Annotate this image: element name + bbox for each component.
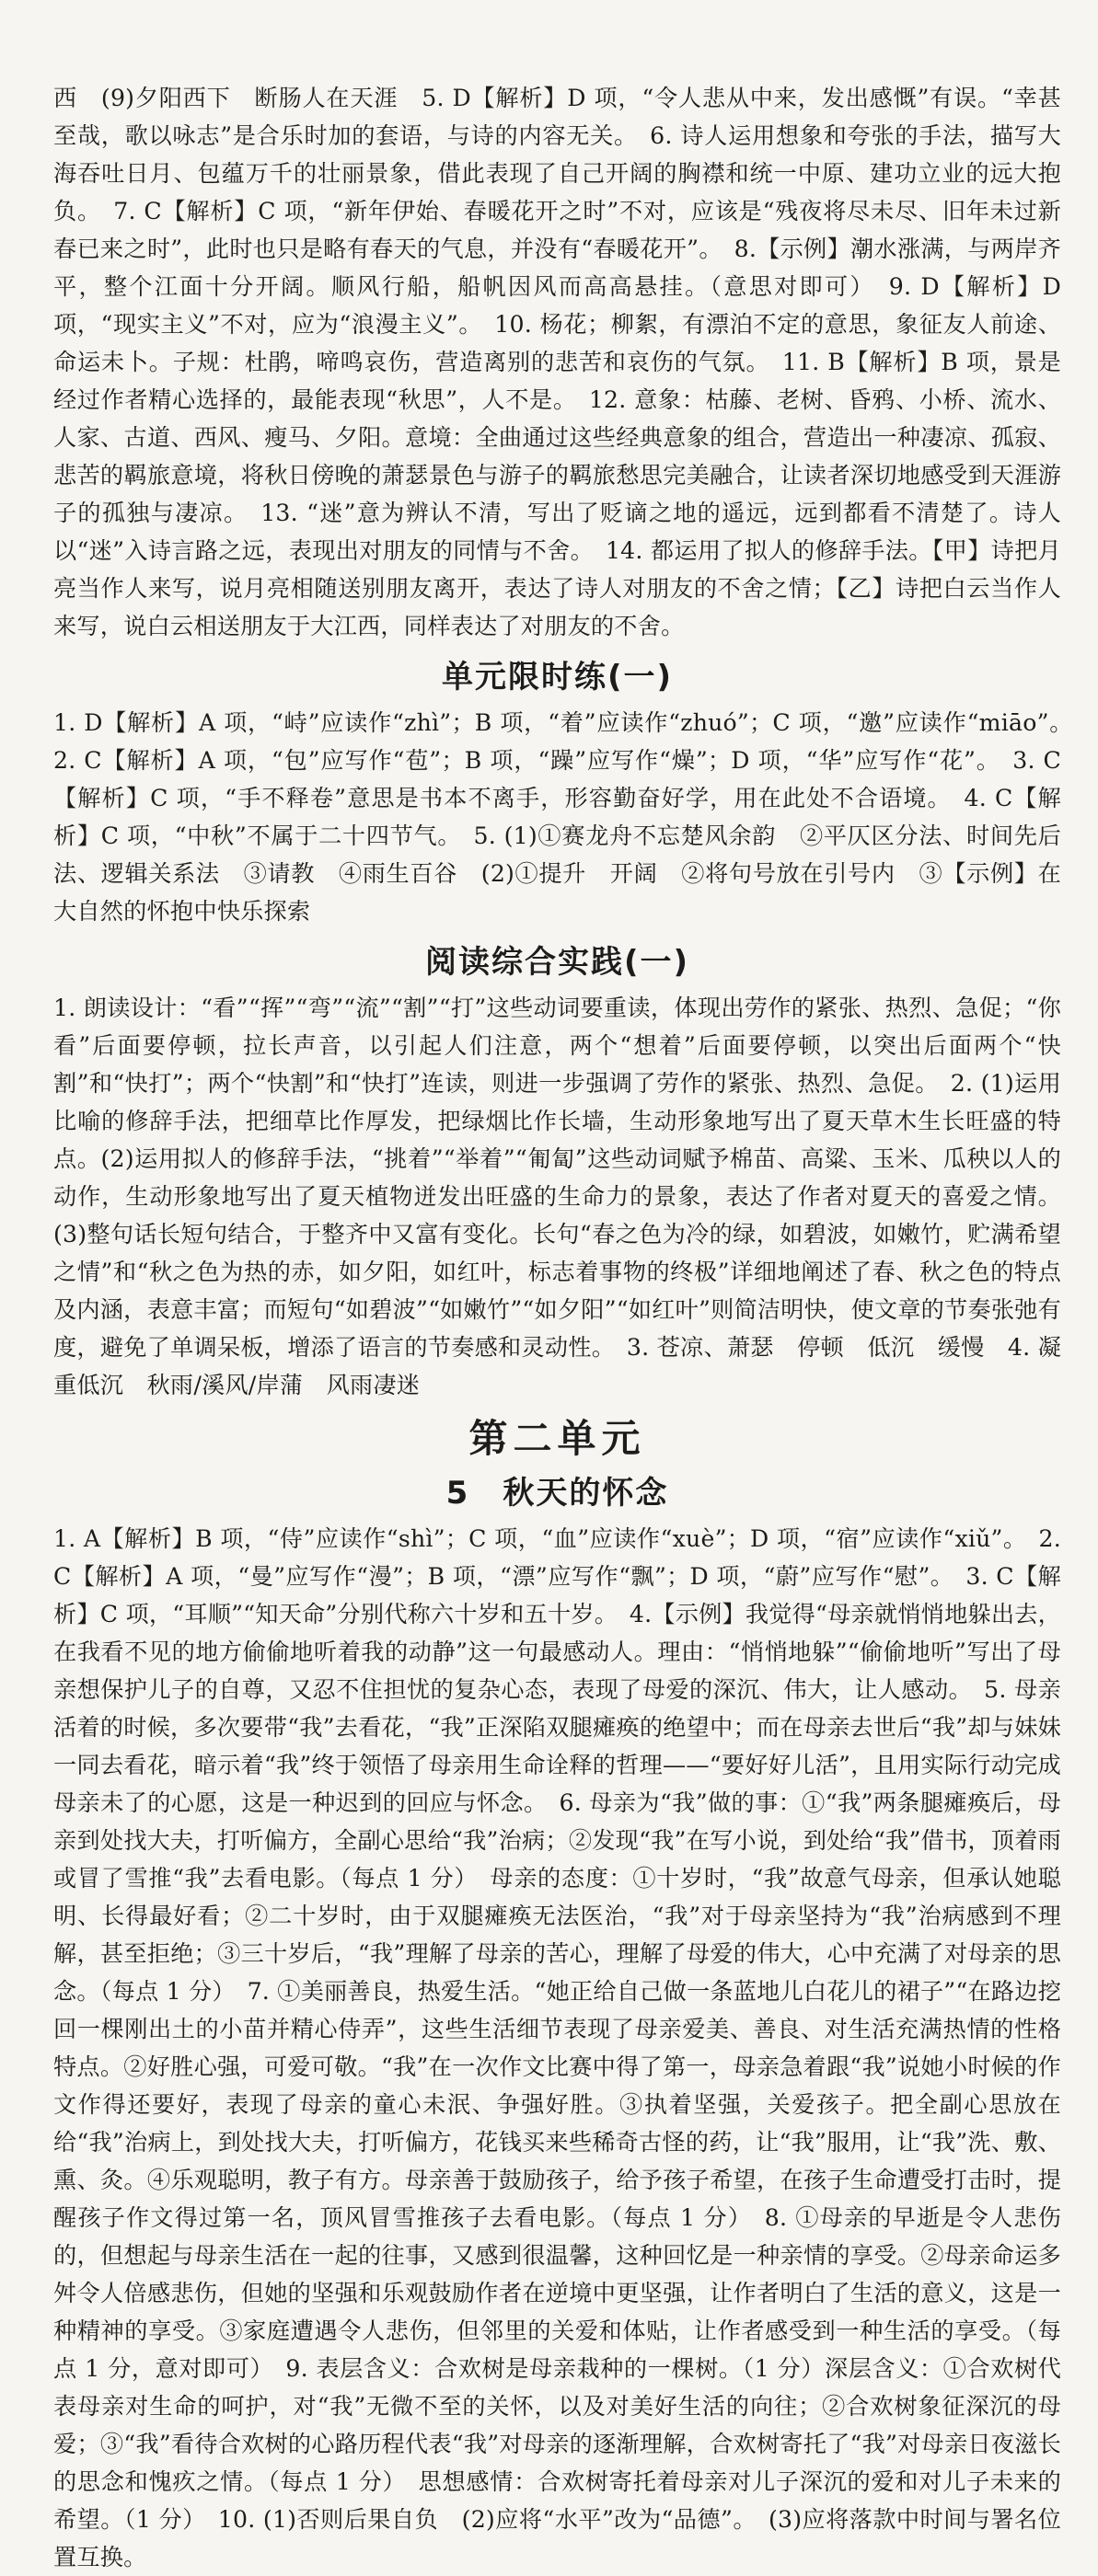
- section-heading-reading-practice: 阅读综合实践(一): [424, 944, 690, 981]
- unit-test-answers: 1. D【解析】A 项，“峙”应读作“zhì”；B 项，“着”应读作“zhuó”；C 项，“邀”应读作“miāo”。 2. C【解析】A 项，“包”应写作“苞”；B 项，“躁”应写作“燥”；D 项，“华”应写作“花”。 3. C【解析】C 项，“手不释卷”意思是书本不离手，形容勤奋好学，用在此处不合语境。 4. C【解析】C 项，“中秋”不属于二十四节气。 5. (1)①赛龙舟不忘楚风余韵 ②平仄区分法、时间先后法、逻辑关系法 ③请教 ④雨生百谷 (2)①提升 开阔 ②将句号放在引号内 ③【示例】在大自然的怀抱中快乐探索: [53, 709, 1085, 925]
- answer-page: [0, 79, 1098, 2570]
- section-heading-unit-test: 单元限时练(一): [441, 659, 674, 696]
- lesson-heading-autumn: 5 秋天的怀念: [445, 1475, 669, 1512]
- unit1-answers-continued: 西 (9)夕阳西下 断肠人在天涯 5. D【解析】D 项，“令人悲从中来，发出感慨”有误。“幸甚至哉，歌以咏志”是合乐时加的套语，与诗的内容无关。 6. 诗人运用想象和夸张的手法，描写大海吞吐日月、包蕴万千的壮丽景象，借此表现了自己开阔的胸襟和统一中原、建功立业的远大抱负。 7. C【解析】C 项，“新年伊始、春暖花开之时”不对，应该是“残夜将尽未尽、旧年未过新春已来之时”，此时也只是略有春天的气息，并没有“春暖花开”。 8.【示例】潮水涨满，与两岸齐平，整个江面十分开阔。顺风行船，船帆因风而高高悬挂。（意思对即可） 9. D【解析】D 项，“现实主义”不对，应为“浪漫主义”。 10. 杨花；柳絮，有漂泊不定的意思，象征友人前途、命运未卜。子规：杜鹃，啼鸣哀伤，营造离别的悲苦和哀伤的气氛。 11. B【解析】B 项，景是经过作者精心选择的，最能表现“秋思”，人不是。 12. 意象：枯藤、老树、昏鸦、小桥、流水、人家、古道、西风、瘦马、夕阳。意境：全曲通过这些经典意象的组合，营造出一种凄凉、孤寂、悲苦的羁旅意境，将秋日傍晚的萧瑟景色与游子的羁旅愁思完美融合，让读者深切地感受到天涯游子的孤独与凄凉。 13. “迷”意为辨认不清，写出了贬谪之地的遥远，远到都看不清楚了。诗人以“迷”入诗言路之远，表现出对朋友的同情与不舍。 14. 都运用了拟人的修辞手法。【甲】诗把月亮当作人来写，说月亮相随送别朋友离开，表达了诗人对朋友的不舍之情；【乙】诗把白云当作人来写，说白云相送朋友于大江西，同样表达了对朋友的不舍。: [53, 85, 1061, 639]
- lesson5-answers: 1. A【解析】B 项，“侍”应读作“shì”；C 项，“血”应读作“xuè”；D 项，“宿”应读作“xiǔ”。 2. C【解析】A 项，“曼”应写作“漫”；B 项，“漂”应写作“飘”；D 项，“蔚”应写作“慰”。 3. C【解析】C 项，“耳顺”“知天命”分别代称六十岁和五十岁。 4.【示例】我觉得“母亲就悄悄地躲出去，在我看不见的地方偷偷地听着我的动静”这一句最感动人。理由：“悄悄地躲”“偷偷地听”写出了母亲想保护儿子的自尊，又忍不住担忧的复杂心态，表现了母爱的深沉、伟大，让人感动。 5. 母亲活着的时候，多次要带“我”去看花，“我”正深陷双腿瘫痪的绝望中；而在母亲去世后“我”却与妹妹一同去看花，暗示着“我”终于领悟了母亲用生命诠释的哲理——“要好好儿活”，且用实际行动完成母亲未了的心愿，这是一种迟到的回应与怀念。 6. 母亲为“我”做的事：①“我”两条腿瘫痪后，母亲到处找大夫，打听偏方，全副心思给“我”治病；②发现“我”在写小说，到处给“我”借书，顶着雨或冒了雪推“我”去看电影。（每点 1 分） 母亲的态度：①十岁时，“我”故意气母亲，但承认她聪明、长得最好看；②二十岁时，由于双腿瘫痪无法医治，“我”对于母亲坚持为“我”治病感到不理解，甚至拒绝；③三十岁后，“我”理解了母亲的苦心，理解了母爱的伟大，心中充满了对母亲的思念。（每点 1 分） 7. ①美丽善良，热爱生活。“她正给自己做一条蓝地儿白花儿的裙子”“在路边挖回一棵刚出土的小苗并精心侍弄”，这些生活细节表现了母亲爱美、善良、对生活充满热情的性格特点。②好胜心强，可爱可敬。“我”在一次作文比赛中得了第一，母亲急着跟“我”说她小时候的作文作得还要好，表现了母亲的童心未泯、争强好胜。③执着坚强，关爱孩子。把全副心思放在给“我”治病上，到处找大夫，打听偏方，花钱买来些稀奇古怪的药，让“我”服用，让“我”洗、敷、熏、灸。④乐观聪明，教子有方。母亲善于鼓励孩子，给予孩子希望，在孩子生命遭受打击时，提醒孩子作文得过第一名，顶风冒雪推孩子去看电影。（每点 1 分） 8. ①母亲的早逝是令人悲伤的，但想起与母亲生活在一起的往事，又感到很温馨，这种回忆是一种亲情的享受。②母亲命运多舛令人倍感悲伤，但她的坚强和乐观鼓励作者在逆境中更坚强，让作者明白了生活的意义，这是一种精神的享受。③家庭遭遇令人悲伤，但邻里的关爱和体贴，让作者感受到一种生活的享受。（每点 1 分，意对即可） 9. 表层含义：合欢树是母亲栽种的一棵树。（1 分）深层含义：①合欢树代表母亲对生命的呵护，对“我”无微不至的关怀，以及对美好生活的向往；②合欢树象征深沉的母爱；③“我”看待合欢树的心路历程代表“我”对母亲的逐渐理解，合欢树寄托了“我”对母亲日夜滋长的思念和愧疚之情。（每点 1 分） 思想感情：合欢树寄托着母亲对儿子深沉的爱和对儿子未来的希望。（1 分） 10. (1)否则后果自负 (2)应将“水平”改为“品德”。 (3)应将落款中时间与署名位置互换。: [53, 1525, 1062, 2570]
- unit-heading-two: 第二单元: [468, 1416, 646, 1461]
- reading-practice-answers: 1. 朗读设计：“看”“挥”“弯”“流”“割”“打”这些动词要重读，体现出劳作的紧张、热烈、急促；“你看”后面要停顿，拉长声音，以引起人们注意，两个“想着”后面要停顿，以突出后面两个“快割”和“快打”；两个“快割”和“快打”连读，则进一步强调了劳作的紧张、热烈、急促。 2. (1)运用比喻的修辞手法，把细草比作厚发，把绿烟比作长墙，生动形象地写出了夏天草木生长旺盛的特点。(2)运用拟人的修辞手法，“挑着”“举着”“匍匐”这些动词赋予棉苗、高粱、玉米、瓜秧以人的动作，生动形象地写出了夏天植物迸发出旺盛的生命力的景象，表达了作者对夏天的喜爱之情。(3)整句话长短句结合，于整齐中又富有变化。长句“春之色为冷的绿，如碧波，如嫩竹，贮满希望之情”和“秋之色为热的赤，如夕阳，如红叶，标志着事物的终极”详细地阐述了春、秋之色的特点及内涵，表意丰富；而短句“如碧波”“如嫩竹”“如夕阳”“如红叶”则简洁明快，使文章的节奏张弛有度，避免了单调呆板，增添了语言的节奏感和灵动性。 3. 苍凉、萧瑟 停顿 低沉 缓慢 4. 凝重低沉 秋雨/溪风/岸蒲 风雨凄迷: [53, 995, 1061, 1398]
